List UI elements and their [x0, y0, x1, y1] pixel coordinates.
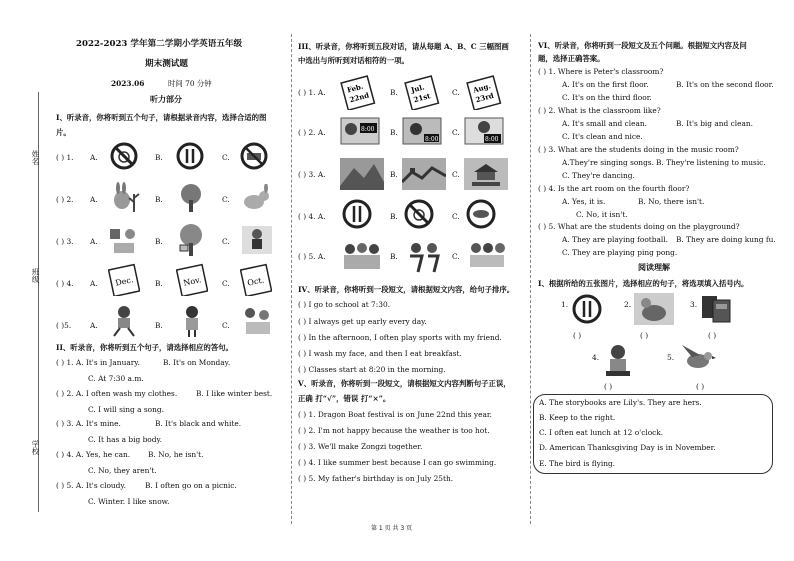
s3-c-label: C. [452, 128, 460, 137]
keep-right-sign-icon [176, 142, 204, 170]
s2-b: B. No, he isn't. [148, 450, 204, 459]
kids-running-icon [464, 240, 508, 274]
s2-q: ( ) 3. A. It's mine. [56, 419, 121, 428]
reading-num: 5. [667, 353, 675, 362]
s3-b-label: B. [390, 128, 398, 137]
s2-heading: II、听录音，你将听到五个句子，请选择相应的答句。 [56, 343, 233, 352]
calendar-icon [466, 74, 502, 110]
s4-item: ( ) I go to school at 7:30. [298, 300, 391, 309]
name-label: 姓名 [31, 150, 40, 165]
s1-q-num: ( ) 4. [56, 279, 74, 288]
classroom-clock-icon [402, 117, 442, 145]
s5-item: ( ) 3. We'll make Zongzi together. [298, 442, 423, 451]
s1-a-label: A. [90, 195, 98, 204]
s5-heading-2: 正确 打“√”，错误 打“×”。 [298, 394, 391, 403]
s6-q: ( ) 4. Is the art room on the fourth floor? [538, 184, 690, 193]
reading-section-title: 阅读理解 [638, 262, 670, 272]
s1-q-num: ( )5. [56, 321, 72, 330]
s6-a: A. They are playing football. [562, 235, 668, 244]
rabbit-plant-icon [108, 182, 142, 214]
s3-q-num: ( ) 4. A. [298, 212, 326, 221]
keep-right-sign-icon [342, 199, 372, 229]
s2-c: C. It has a big body. [88, 435, 163, 444]
s6-b: B. They are doing kung fu. [676, 235, 776, 244]
calendar-icon [176, 262, 208, 296]
exam-time: 时间 70 分钟 [168, 79, 212, 88]
answer-blank[interactable]: ( ) [640, 331, 649, 340]
calendar-month: Jul. [410, 82, 426, 95]
s2-c: C. I will sing a song. [88, 405, 164, 414]
s6-b: B. No, there isn't. [638, 197, 705, 206]
s1-c-label: C. [222, 237, 230, 246]
s6-b: B. They're listening to music. [656, 158, 766, 167]
s2-b: B. I often go on a picnic. [145, 481, 237, 490]
kids-playing-icon [402, 240, 446, 274]
boy-skating-icon [108, 304, 140, 338]
s1-a-label: A. [90, 279, 98, 288]
s1-c-label: C. [222, 153, 230, 162]
s5-item: ( ) 5. My father's birthday is on July 25th. [298, 474, 454, 483]
calendar-month: Feb. [346, 81, 365, 95]
page-title: 2022-2023 学年第二学期小学英语五年级 [76, 39, 243, 49]
s5-item: ( ) 4. I like summer best because I can go swimming. [298, 458, 497, 467]
s3-b-label: B. [390, 88, 398, 97]
option-e: E. The bird is flying. [539, 459, 616, 468]
s1-heading: I、听录音，你将听到五个句子，请根据录音内容，选择合适的图 [56, 113, 267, 122]
s1-c-label: C. [222, 195, 230, 204]
s2-b: B. I like winter best. [196, 389, 273, 398]
calendar-month: Dec. [114, 275, 135, 288]
option-d: D. American Thanksgiving Day is in November. [539, 443, 716, 452]
s1-c-label: C. [222, 321, 230, 330]
s2-b: B. It's on Monday. [163, 358, 231, 367]
s2-q: ( ) 5. A. It's cloudy. [56, 481, 126, 490]
s1-b-label: B. [155, 321, 163, 330]
s6-a: A. It's small and clean. [562, 119, 648, 128]
boy-icon [178, 304, 206, 338]
s3-b-label: B. [390, 170, 398, 179]
s3-b-label: B. [390, 212, 398, 221]
s1-a-label: A. [90, 321, 98, 330]
s3-q-num: ( ) 3. A. [298, 170, 326, 179]
s6-q: ( ) 3. What are the students doing in the music room? [538, 145, 739, 154]
girl-swing-icon [240, 224, 274, 256]
school-label: 学校 [31, 440, 40, 455]
s5-item: ( ) 1. Dragon Boat festival is on June 22nd this year. [298, 410, 492, 419]
great-wall-photo-icon [402, 158, 446, 190]
s1-heading-2: 片。 [56, 128, 71, 137]
s1-q-num: ( ) 3. [56, 237, 74, 246]
exam-subtitle: 期末测试题 [145, 59, 188, 69]
s2-c: C. At 7:30 a.m. [88, 374, 144, 383]
s6-c: C. They are playing ping pong. [562, 248, 678, 257]
calendar-day: 21st [412, 91, 432, 105]
option-a: A. The storybooks are Lily's. They are hers. [539, 398, 702, 407]
s1-a-label: A. [90, 153, 98, 162]
s1-b-label: B. [155, 279, 163, 288]
s1-a-label: A. [90, 237, 98, 246]
calendar-icon [340, 74, 376, 110]
clock-readout: 8:00 [485, 136, 499, 143]
kids-reading-icon [240, 304, 274, 338]
s6-heading-2: 题，选择正确答案。 [538, 54, 605, 63]
flying-bird-icon [678, 341, 716, 377]
s4-item: ( ) In the afternoon, I often play sports with my friend. [298, 333, 502, 342]
reading-heading: I、根据所给的五张图片，选择相应的句子，将选项填入括号内。 [538, 279, 749, 288]
no-parking-sign-icon [240, 142, 268, 170]
s3-heading: III、听录音，你将听到五段对话，请从每题 A、B、C 三幅图画 [298, 42, 509, 51]
section-title: 听力部分 [150, 94, 182, 104]
s4-item: ( ) I always get up early every day. [298, 317, 427, 326]
storybooks-icon [700, 292, 736, 326]
s6-a: A. It's on the first floor. [562, 80, 649, 89]
calendar-month: Aug. [472, 81, 492, 95]
s1-q-num: ( ) 2. [56, 195, 74, 204]
mountain-photo-icon [340, 158, 384, 190]
calendar-icon [108, 262, 140, 296]
answer-blank[interactable]: ( ) [708, 331, 717, 340]
s1-q-num: ( ) 1. [56, 153, 74, 162]
calendar-month: Nov. [182, 275, 202, 288]
keep-right-sign-icon [572, 294, 602, 324]
s6-q: ( ) 2. What is the classroom like? [538, 106, 661, 115]
s6-b: B. It's big and clean. [676, 119, 754, 128]
page-footer: 第 1 页 共 3 页 [371, 525, 413, 532]
calendar-icon [240, 262, 272, 296]
answer-blank[interactable]: ( ) [696, 382, 705, 391]
clock-readout: 8:00 [425, 136, 439, 143]
s4-heading: IV、听录音，你将听到一段短文，请根据短文内容，给句子排序。 [298, 285, 515, 294]
classroom-clock-icon [340, 117, 380, 145]
calendar-icon [404, 74, 440, 110]
answer-blank[interactable]: ( ) [604, 382, 613, 391]
reading-num: 1. [561, 300, 569, 309]
s2-q: ( ) 2. A. I often wash my clothes. [56, 389, 178, 398]
s1-b-label: B. [155, 237, 163, 246]
reading-num: 2. [624, 300, 632, 309]
boy-eating-icon [602, 343, 634, 379]
s5-heading: V、听录音，你将听到一段短文，请根据短文内容判断句子正误， [298, 379, 511, 388]
s6-c: C. It's on the third floor. [562, 93, 652, 102]
s3-q-num: ( ) 2. A. [298, 128, 326, 137]
s6-c: C. It's clean and nice. [562, 132, 643, 141]
s2-b: B. It's black and white. [155, 419, 242, 428]
s3-c-label: C. [452, 252, 460, 261]
no-entry-sign-icon [466, 199, 496, 229]
clock-readout: 8:00 [361, 126, 375, 133]
s6-c: C. They're dancing. [562, 171, 635, 180]
classroom-clock-icon [464, 117, 504, 145]
kids-shapes-icon [108, 225, 140, 255]
no-cycling-sign-icon [110, 142, 138, 170]
s3-c-label: C. [452, 88, 460, 97]
exam-date: 2023.06 [111, 79, 145, 88]
temple-photo-icon [464, 158, 508, 190]
s1-b-label: B. [155, 153, 163, 162]
s6-a: A.They're singing songs. [562, 158, 654, 167]
s2-q: ( ) 1. A. It's in January. [56, 358, 140, 367]
s3-b-label: B. [390, 252, 398, 261]
calendar-day: 22nd [348, 90, 370, 105]
s3-c-label: C. [452, 212, 460, 221]
class-label: 班级 [31, 268, 40, 283]
answer-blank[interactable]: ( ) [573, 331, 582, 340]
s6-b: B. It's on the second floor. [676, 80, 774, 89]
s3-c-label: C. [452, 170, 460, 179]
s6-c: C. No, it isn't. [576, 210, 628, 219]
s2-c: C. Winter. I like snow. [88, 497, 170, 506]
s3-q-num: ( ) 1. A. [298, 88, 326, 97]
s6-heading: VI、听录音，你将听到一段短文及五个问题。根据短文内容及问 [538, 41, 747, 50]
calendar-month: Oct. [246, 275, 265, 288]
reading-num: 4. [592, 353, 600, 362]
s2-q: ( ) 4. A. Yes, he can. [56, 450, 131, 459]
s3-q-num: ( ) 5. A. [298, 252, 326, 261]
reading-num: 3. [690, 300, 698, 309]
option-b: B. Keep to the right. [539, 413, 616, 422]
s5-item: ( ) 2. I'm not happy because the weather is too hot. [298, 426, 490, 435]
s6-a: A. Yes, it is. [562, 197, 606, 206]
thanksgiving-turkey-icon [634, 293, 674, 325]
s6-q: ( ) 5. What are the students doing on the playground? [538, 222, 740, 231]
s2-c: C. No, they aren't. [88, 466, 157, 475]
option-c: C. I often eat lunch at 12 o'clock. [539, 428, 664, 437]
s4-item: ( ) I wash my face, and then I eat breakfast. [298, 349, 462, 358]
s3-heading-2: 中选出与所听到对话相符的一项。 [298, 56, 409, 65]
no-cycling-sign-icon [404, 199, 434, 229]
s1-b-label: B. [155, 195, 163, 204]
s4-item: ( ) Classes start at 8:20 in the morning. [298, 365, 446, 374]
tree-icon [176, 182, 206, 214]
calendar-day: 23rd [474, 90, 495, 105]
tree-house-icon [174, 223, 208, 257]
rabbit-icon [240, 184, 272, 212]
s1-c-label: C. [222, 279, 230, 288]
s6-q: ( ) 1. Where is Peter's classroom? [538, 67, 664, 76]
kids-group-icon [340, 240, 384, 274]
